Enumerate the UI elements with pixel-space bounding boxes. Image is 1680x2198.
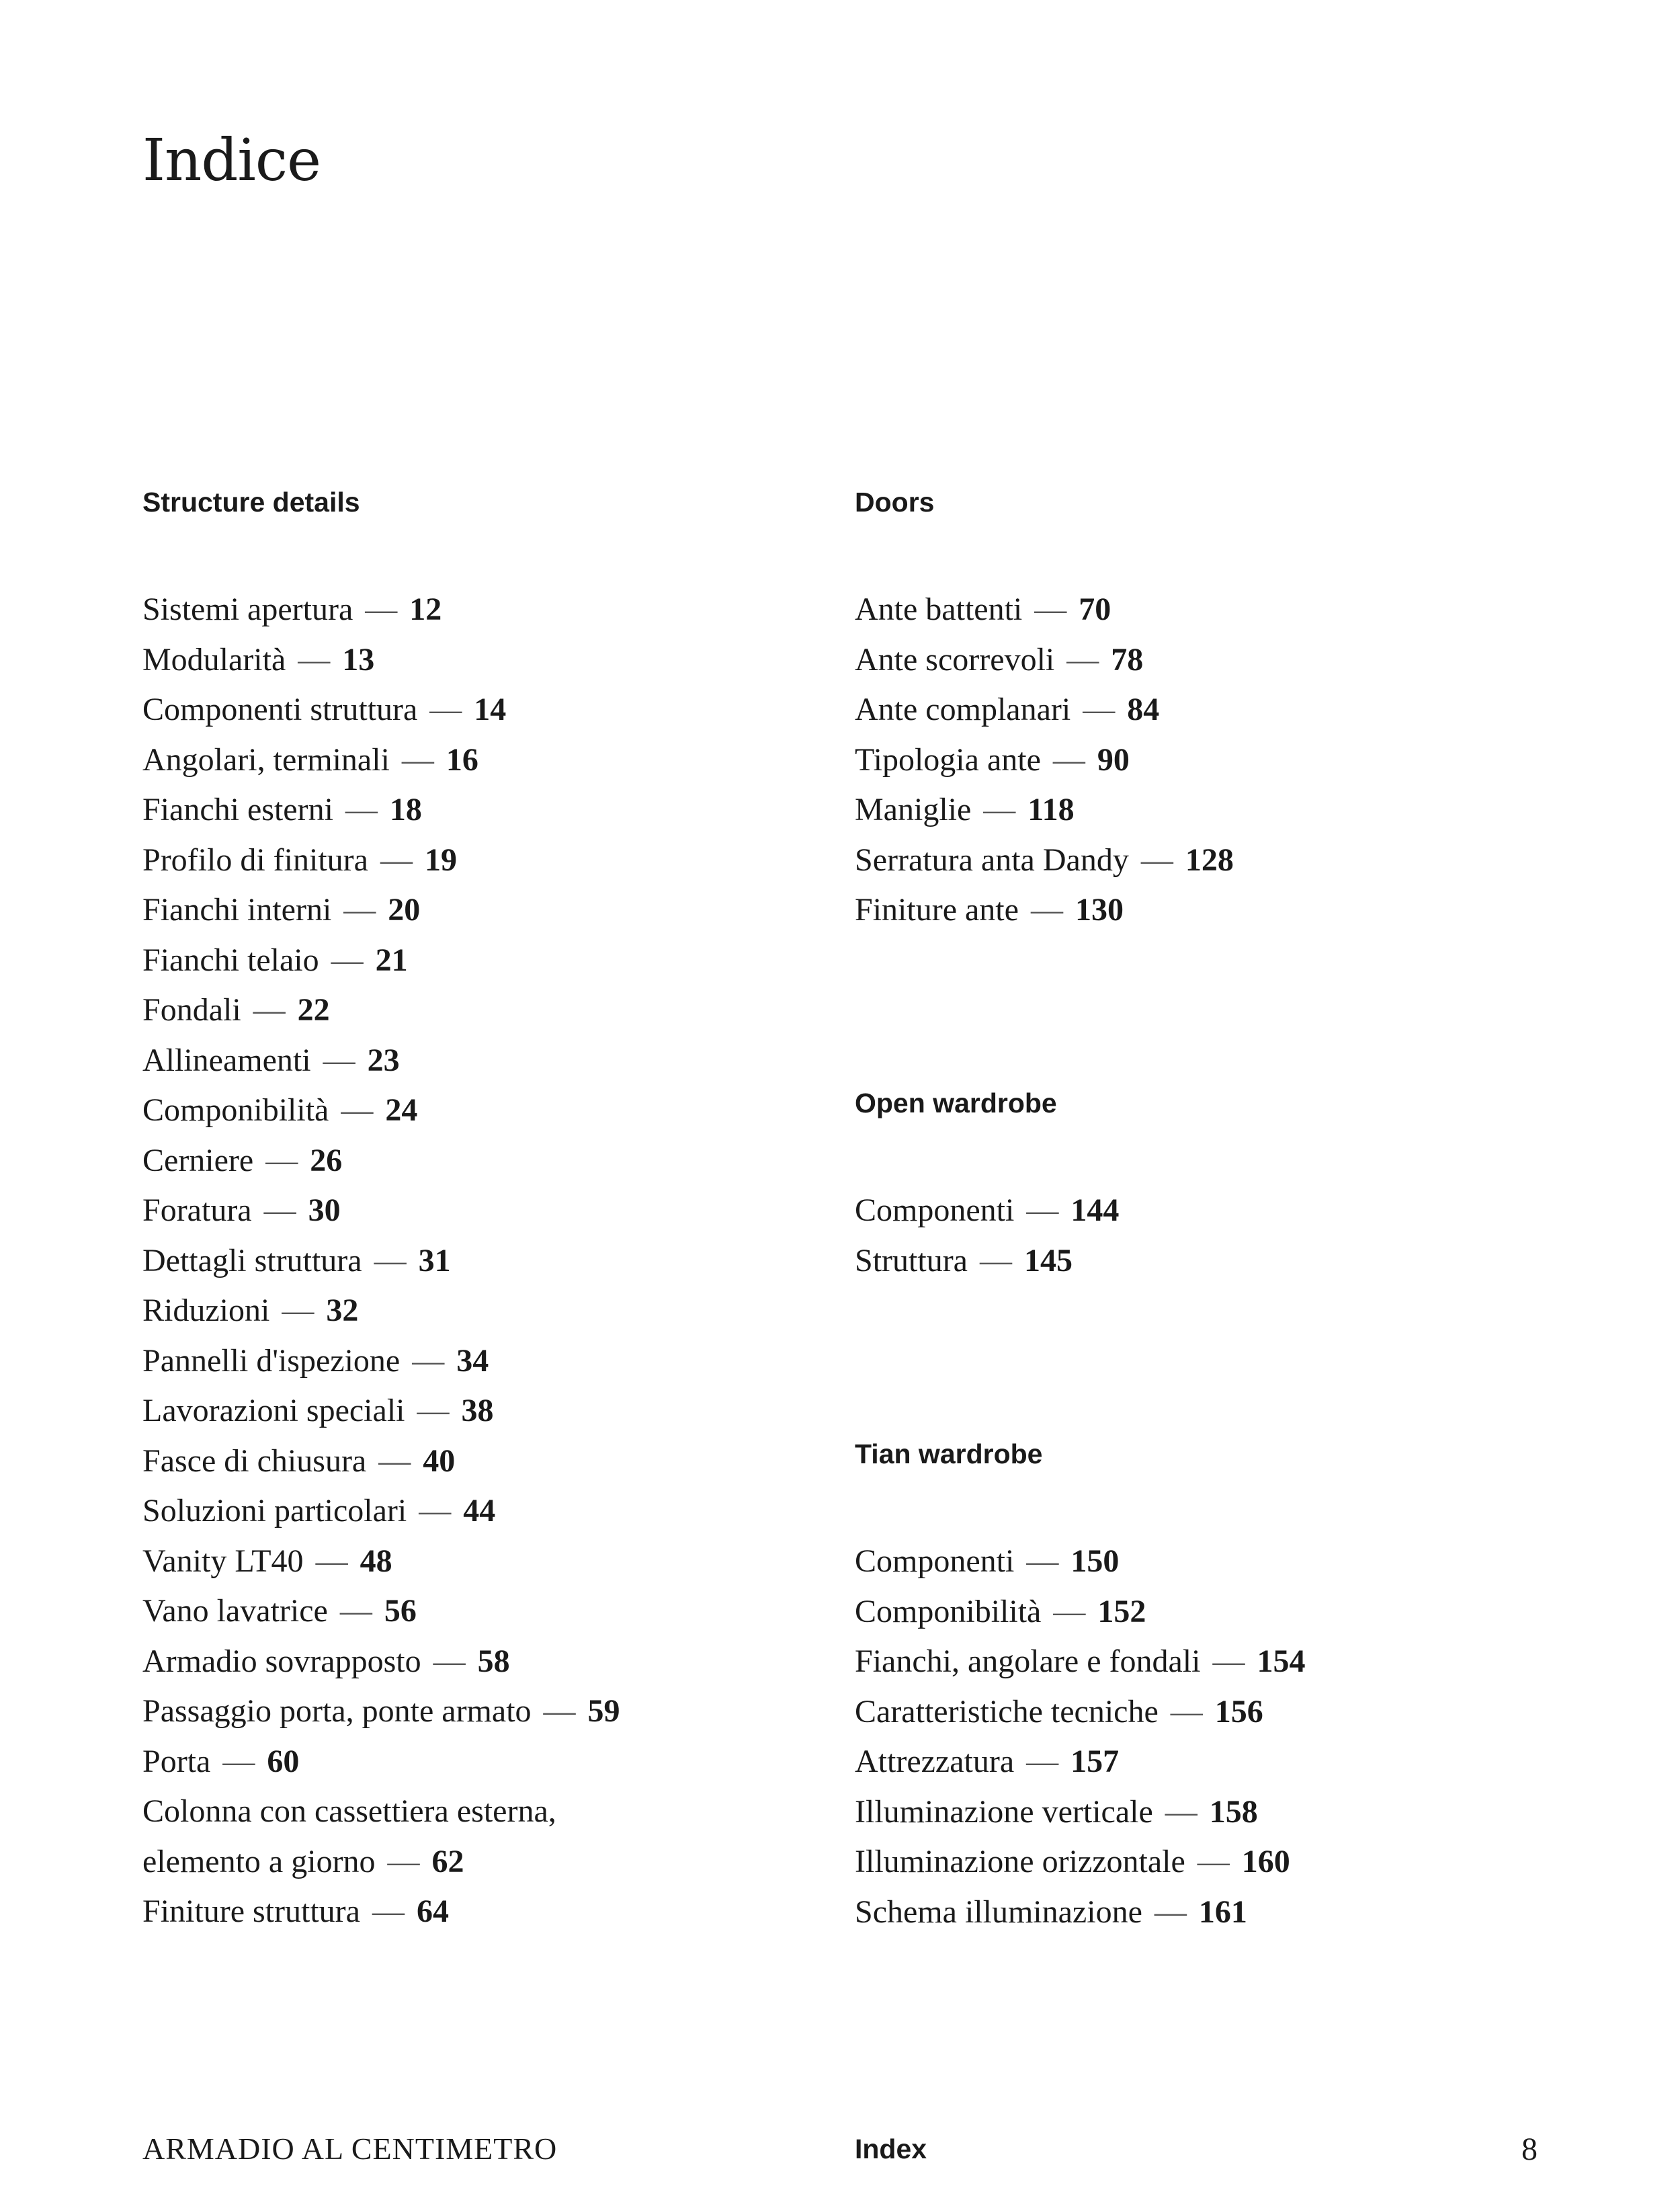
toc-entry[interactable] bbox=[855, 1737, 1305, 1787]
toc-entry[interactable] bbox=[142, 1887, 620, 1937]
toc-entry-dash: — bbox=[331, 942, 364, 978]
toc-entry-title: Vano lavatrice bbox=[142, 1593, 328, 1629]
toc-entry-title: Attrezzatura bbox=[855, 1744, 1015, 1779]
toc-entry-title: Ante scorrevoli bbox=[855, 641, 1055, 678]
toc-entry[interactable] bbox=[142, 1637, 620, 1687]
toc-entry-dash: — bbox=[1170, 1693, 1203, 1729]
toc-entry-dash: — bbox=[1026, 1744, 1059, 1779]
toc-entry[interactable] bbox=[142, 1837, 620, 1887]
toc-entry-page-number: 157 bbox=[1070, 1744, 1120, 1779]
toc-entry-title: Dettagli struttura bbox=[142, 1242, 362, 1278]
toc-entry-dash: — bbox=[1197, 1844, 1230, 1879]
toc-entry[interactable] bbox=[855, 1687, 1305, 1738]
toc-entry-title: Vanity LT40 bbox=[142, 1543, 304, 1579]
toc-entry[interactable] bbox=[142, 1586, 620, 1637]
section-heading: Doors bbox=[855, 487, 935, 518]
toc-entry-page-number: 30 bbox=[308, 1192, 341, 1228]
toc-entry-title: Componenti struttura bbox=[142, 692, 418, 727]
toc-list bbox=[855, 1186, 1119, 1286]
toc-entry[interactable] bbox=[142, 1136, 620, 1186]
toc-entry-dash: — bbox=[372, 1894, 405, 1929]
toc-entry-dash: — bbox=[1026, 1543, 1059, 1579]
toc-entry[interactable] bbox=[855, 836, 1234, 886]
toc-entry-page-number: 16 bbox=[446, 741, 478, 778]
toc-entry-dash: — bbox=[543, 1693, 576, 1729]
toc-entry-title: Ante battenti bbox=[855, 592, 1023, 627]
toc-entry-title: Foratura bbox=[142, 1192, 252, 1228]
toc-entry[interactable] bbox=[142, 1737, 620, 1787]
toc-entry-page-number: 158 bbox=[1209, 1793, 1258, 1830]
toc-entry[interactable] bbox=[142, 585, 620, 635]
toc-entry-page-number: 78 bbox=[1111, 641, 1144, 678]
toc-entry-dash: — bbox=[263, 1192, 296, 1228]
toc-entry-page-number: 150 bbox=[1070, 1543, 1120, 1579]
toc-entry-page-number: 14 bbox=[474, 692, 507, 727]
section-heading: Tian wardrobe bbox=[855, 1438, 1043, 1469]
toc-entry-dash: — bbox=[1083, 692, 1116, 727]
toc-entry-title: Struttura bbox=[855, 1242, 968, 1278]
toc-entry-dash: — bbox=[282, 1293, 314, 1328]
toc-entry-page-number: 56 bbox=[384, 1593, 417, 1629]
toc-entry-dash: — bbox=[365, 592, 398, 627]
toc-entry-dash: — bbox=[323, 1042, 355, 1078]
section-structure-details bbox=[142, 485, 620, 1937]
toc-entry-title: Colonna con cassettiera esterna, bbox=[142, 1793, 556, 1829]
toc-entry-dash: — bbox=[341, 1092, 374, 1128]
toc-list bbox=[855, 1537, 1305, 1937]
toc-entry-page-number: 34 bbox=[456, 1342, 489, 1379]
page-title: Indice bbox=[142, 127, 321, 194]
toc-entry[interactable] bbox=[855, 1587, 1305, 1637]
toc-entry-title: Maniglie bbox=[855, 792, 972, 827]
toc-entry[interactable] bbox=[855, 1186, 1119, 1236]
toc-entry-dash: — bbox=[419, 1493, 452, 1529]
page-number: 8 bbox=[1521, 2131, 1538, 2167]
toc-entry-title: Serratura anta Dandy bbox=[855, 842, 1129, 878]
toc-entry-title: Profilo di finitura bbox=[142, 842, 368, 878]
toc-entry-title: elemento a giorno bbox=[142, 1843, 376, 1879]
toc-entry[interactable] bbox=[142, 785, 620, 836]
toc-entry-title: Componibilità bbox=[855, 1593, 1042, 1629]
toc-entry-dash: — bbox=[1212, 1643, 1245, 1679]
toc-entry-page-number: 31 bbox=[418, 1242, 451, 1278]
toc-entry-dash: — bbox=[1034, 592, 1067, 627]
footer-brand: ARMADIO AL CENTIMETRO bbox=[142, 2131, 558, 2166]
toc-entry-page-number: 26 bbox=[310, 1142, 343, 1178]
toc-entry-title: Sistemi apertura bbox=[142, 592, 353, 627]
toc-entry-dash: — bbox=[1026, 1192, 1059, 1228]
toc-entry-title: Riduzioni bbox=[142, 1293, 270, 1328]
toc-entry-dash: — bbox=[401, 741, 434, 778]
toc-entry[interactable] bbox=[142, 1236, 620, 1287]
toc-entry-page-number: 32 bbox=[326, 1293, 359, 1328]
toc-entry-dash: — bbox=[1165, 1793, 1198, 1830]
toc-entry-page-number: 58 bbox=[477, 1643, 510, 1679]
toc-entry[interactable] bbox=[142, 1036, 620, 1086]
toc-entry-title: Finiture struttura bbox=[142, 1894, 360, 1929]
section-tian-wardrobe bbox=[855, 1437, 1305, 1937]
toc-entry-title: Componenti bbox=[855, 1192, 1015, 1228]
toc-entry-dash: — bbox=[1052, 741, 1085, 778]
toc-list bbox=[142, 585, 620, 1937]
toc-entry-page-number: 18 bbox=[389, 792, 422, 827]
toc-entry[interactable] bbox=[855, 1787, 1305, 1838]
toc-entry[interactable] bbox=[855, 1887, 1305, 1938]
toc-entry[interactable] bbox=[142, 685, 620, 735]
section-open-wardrobe bbox=[855, 1086, 1119, 1286]
toc-entry[interactable] bbox=[142, 836, 620, 886]
toc-entry-page-number: 145 bbox=[1023, 1242, 1073, 1278]
toc-entry-title: Fianchi, angolare e fondali bbox=[855, 1643, 1201, 1679]
toc-entry-page-number: 161 bbox=[1198, 1894, 1247, 1930]
toc-entry[interactable] bbox=[142, 1486, 620, 1537]
toc-entry[interactable] bbox=[855, 1637, 1305, 1687]
toc-entry-dash: — bbox=[345, 792, 378, 827]
toc-entry-title: Passaggio porta, ponte armato bbox=[142, 1693, 532, 1729]
toc-entry-page-number: 24 bbox=[385, 1092, 418, 1128]
toc-entry-dash: — bbox=[433, 1643, 466, 1679]
toc-entry-page-number: 22 bbox=[297, 992, 330, 1028]
toc-entry-page-number: 60 bbox=[267, 1743, 300, 1779]
toc-entry[interactable] bbox=[855, 1837, 1305, 1887]
toc-entry-page-number: 23 bbox=[367, 1042, 400, 1078]
section-doors bbox=[855, 485, 1234, 936]
toc-entry-page-number: 84 bbox=[1127, 692, 1160, 727]
toc-entry-title: Armadio sovrapposto bbox=[142, 1643, 421, 1679]
toc-entry[interactable] bbox=[142, 1686, 620, 1737]
toc-entry[interactable] bbox=[142, 1537, 620, 1587]
toc-entry-dash: — bbox=[387, 1843, 420, 1879]
toc-entry[interactable] bbox=[855, 735, 1234, 786]
toc-entry-page-number: 20 bbox=[388, 892, 421, 928]
toc-entry-page-number: 13 bbox=[342, 641, 375, 678]
toc-entry[interactable] bbox=[855, 885, 1234, 936]
toc-entry[interactable] bbox=[142, 1186, 620, 1236]
toc-entry-page-number: 160 bbox=[1241, 1844, 1290, 1879]
toc-entry[interactable] bbox=[142, 635, 620, 686]
toc-entry-dash: — bbox=[380, 842, 413, 878]
toc-entry-title: Fianchi telaio bbox=[142, 942, 319, 978]
toc-entry[interactable] bbox=[142, 1086, 620, 1136]
toc-entry-title: Illuminazione verticale bbox=[855, 1793, 1153, 1830]
toc-entry-dash: — bbox=[315, 1543, 348, 1579]
toc-entry-dash: — bbox=[412, 1342, 445, 1379]
toc-entry-dash: — bbox=[1066, 641, 1099, 678]
toc-entry-title: Soluzioni particolari bbox=[142, 1493, 407, 1529]
toc-entry-dash: — bbox=[979, 1242, 1012, 1278]
toc-entry-dash: — bbox=[339, 1593, 372, 1629]
toc-entry-page-number: 90 bbox=[1097, 741, 1130, 778]
toc-entry-page-number: 21 bbox=[375, 942, 408, 978]
toc-entry-title: Allineamenti bbox=[142, 1042, 311, 1078]
toc-entry-dash: — bbox=[983, 792, 1016, 827]
toc-entry[interactable] bbox=[855, 635, 1234, 686]
toc-entry-page-number: 152 bbox=[1097, 1593, 1146, 1629]
toc-entry[interactable] bbox=[855, 785, 1234, 836]
toc-entry-page-number: 62 bbox=[431, 1843, 464, 1879]
toc-entry[interactable] bbox=[855, 1537, 1305, 1587]
toc-entry[interactable] bbox=[142, 1336, 620, 1387]
toc-entry-dash: — bbox=[1154, 1894, 1187, 1930]
toc-entry-page-number: 12 bbox=[409, 592, 442, 627]
toc-entry-dash: — bbox=[1140, 842, 1173, 878]
toc-entry[interactable] bbox=[855, 1236, 1119, 1287]
toc-entry-title: Pannelli d'ispezione bbox=[142, 1342, 401, 1379]
toc-entry-title: Componibilità bbox=[142, 1092, 329, 1128]
toc-entry-dash: — bbox=[429, 692, 462, 727]
toc-entry-dash: — bbox=[417, 1393, 450, 1428]
toc-entry-page-number: 40 bbox=[423, 1442, 456, 1479]
toc-entry-title: Tipologia ante bbox=[855, 741, 1041, 778]
toc-entry-page-number: 48 bbox=[360, 1543, 392, 1579]
toc-entry[interactable] bbox=[142, 1787, 620, 1837]
toc-entry-page-number: 44 bbox=[463, 1493, 496, 1529]
toc-entry[interactable] bbox=[142, 1386, 620, 1436]
toc-entry-title: Fianchi esterni bbox=[142, 792, 333, 827]
toc-entry-title: Schema illuminazione bbox=[855, 1894, 1142, 1930]
toc-entry[interactable] bbox=[142, 985, 620, 1036]
toc-list bbox=[855, 585, 1234, 936]
toc-entry[interactable] bbox=[142, 936, 620, 986]
toc-entry-page-number: 156 bbox=[1214, 1693, 1263, 1729]
toc-entry[interactable] bbox=[142, 885, 620, 936]
toc-entry-title: Componenti bbox=[855, 1543, 1015, 1579]
section-heading: Structure details bbox=[142, 487, 360, 518]
toc-entry-title: Lavorazioni speciali bbox=[142, 1393, 405, 1428]
toc-entry-page-number: 38 bbox=[461, 1393, 494, 1428]
toc-entry-title: Caratteristiche tecniche bbox=[855, 1693, 1159, 1729]
toc-entry-dash: — bbox=[265, 1142, 298, 1178]
toc-entry[interactable] bbox=[142, 735, 620, 786]
toc-entry-title: Angolari, terminali bbox=[142, 741, 390, 778]
toc-entry-dash: — bbox=[378, 1442, 411, 1479]
toc-entry-page-number: 144 bbox=[1070, 1192, 1120, 1228]
footer-section-label: Index bbox=[855, 2133, 927, 2164]
toc-entry[interactable] bbox=[142, 1436, 620, 1487]
toc-entry-page-number: 130 bbox=[1075, 892, 1124, 928]
toc-entry-page-number: 118 bbox=[1027, 792, 1075, 827]
toc-entry-page-number: 128 bbox=[1185, 842, 1234, 878]
toc-entry-page-number: 59 bbox=[587, 1693, 620, 1729]
toc-entry-page-number: 64 bbox=[416, 1894, 449, 1929]
toc-entry-page-number: 154 bbox=[1257, 1643, 1306, 1679]
toc-entry[interactable] bbox=[142, 1286, 620, 1336]
toc-entry-title: Modularità bbox=[142, 641, 286, 678]
toc-entry-dash: — bbox=[1053, 1593, 1086, 1629]
toc-entry-title: Porta bbox=[142, 1743, 211, 1779]
toc-entry-dash: — bbox=[222, 1743, 255, 1779]
toc-entry-title: Finiture ante bbox=[855, 892, 1019, 928]
toc-entry-dash: — bbox=[374, 1242, 407, 1278]
toc-entry-page-number: 70 bbox=[1079, 592, 1111, 627]
toc-entry[interactable] bbox=[855, 685, 1234, 735]
toc-entry-title: Illuminazione orizzontale bbox=[855, 1844, 1185, 1879]
toc-entry[interactable] bbox=[855, 585, 1234, 635]
toc-entry-title: Fianchi interni bbox=[142, 892, 332, 928]
toc-entry-dash: — bbox=[1030, 892, 1063, 928]
toc-entry-title: Ante complanari bbox=[855, 692, 1071, 727]
toc-entry-title: Cerniere bbox=[142, 1142, 254, 1178]
toc-entry-page-number: 19 bbox=[424, 842, 457, 878]
toc-entry-dash: — bbox=[343, 892, 376, 928]
toc-entry-dash: — bbox=[298, 641, 331, 678]
section-heading: Open wardrobe bbox=[855, 1088, 1057, 1118]
toc-entry-dash: — bbox=[253, 992, 286, 1028]
toc-entry-title: Fondali bbox=[142, 992, 241, 1028]
toc-entry-title: Fasce di chiusura bbox=[142, 1442, 367, 1479]
